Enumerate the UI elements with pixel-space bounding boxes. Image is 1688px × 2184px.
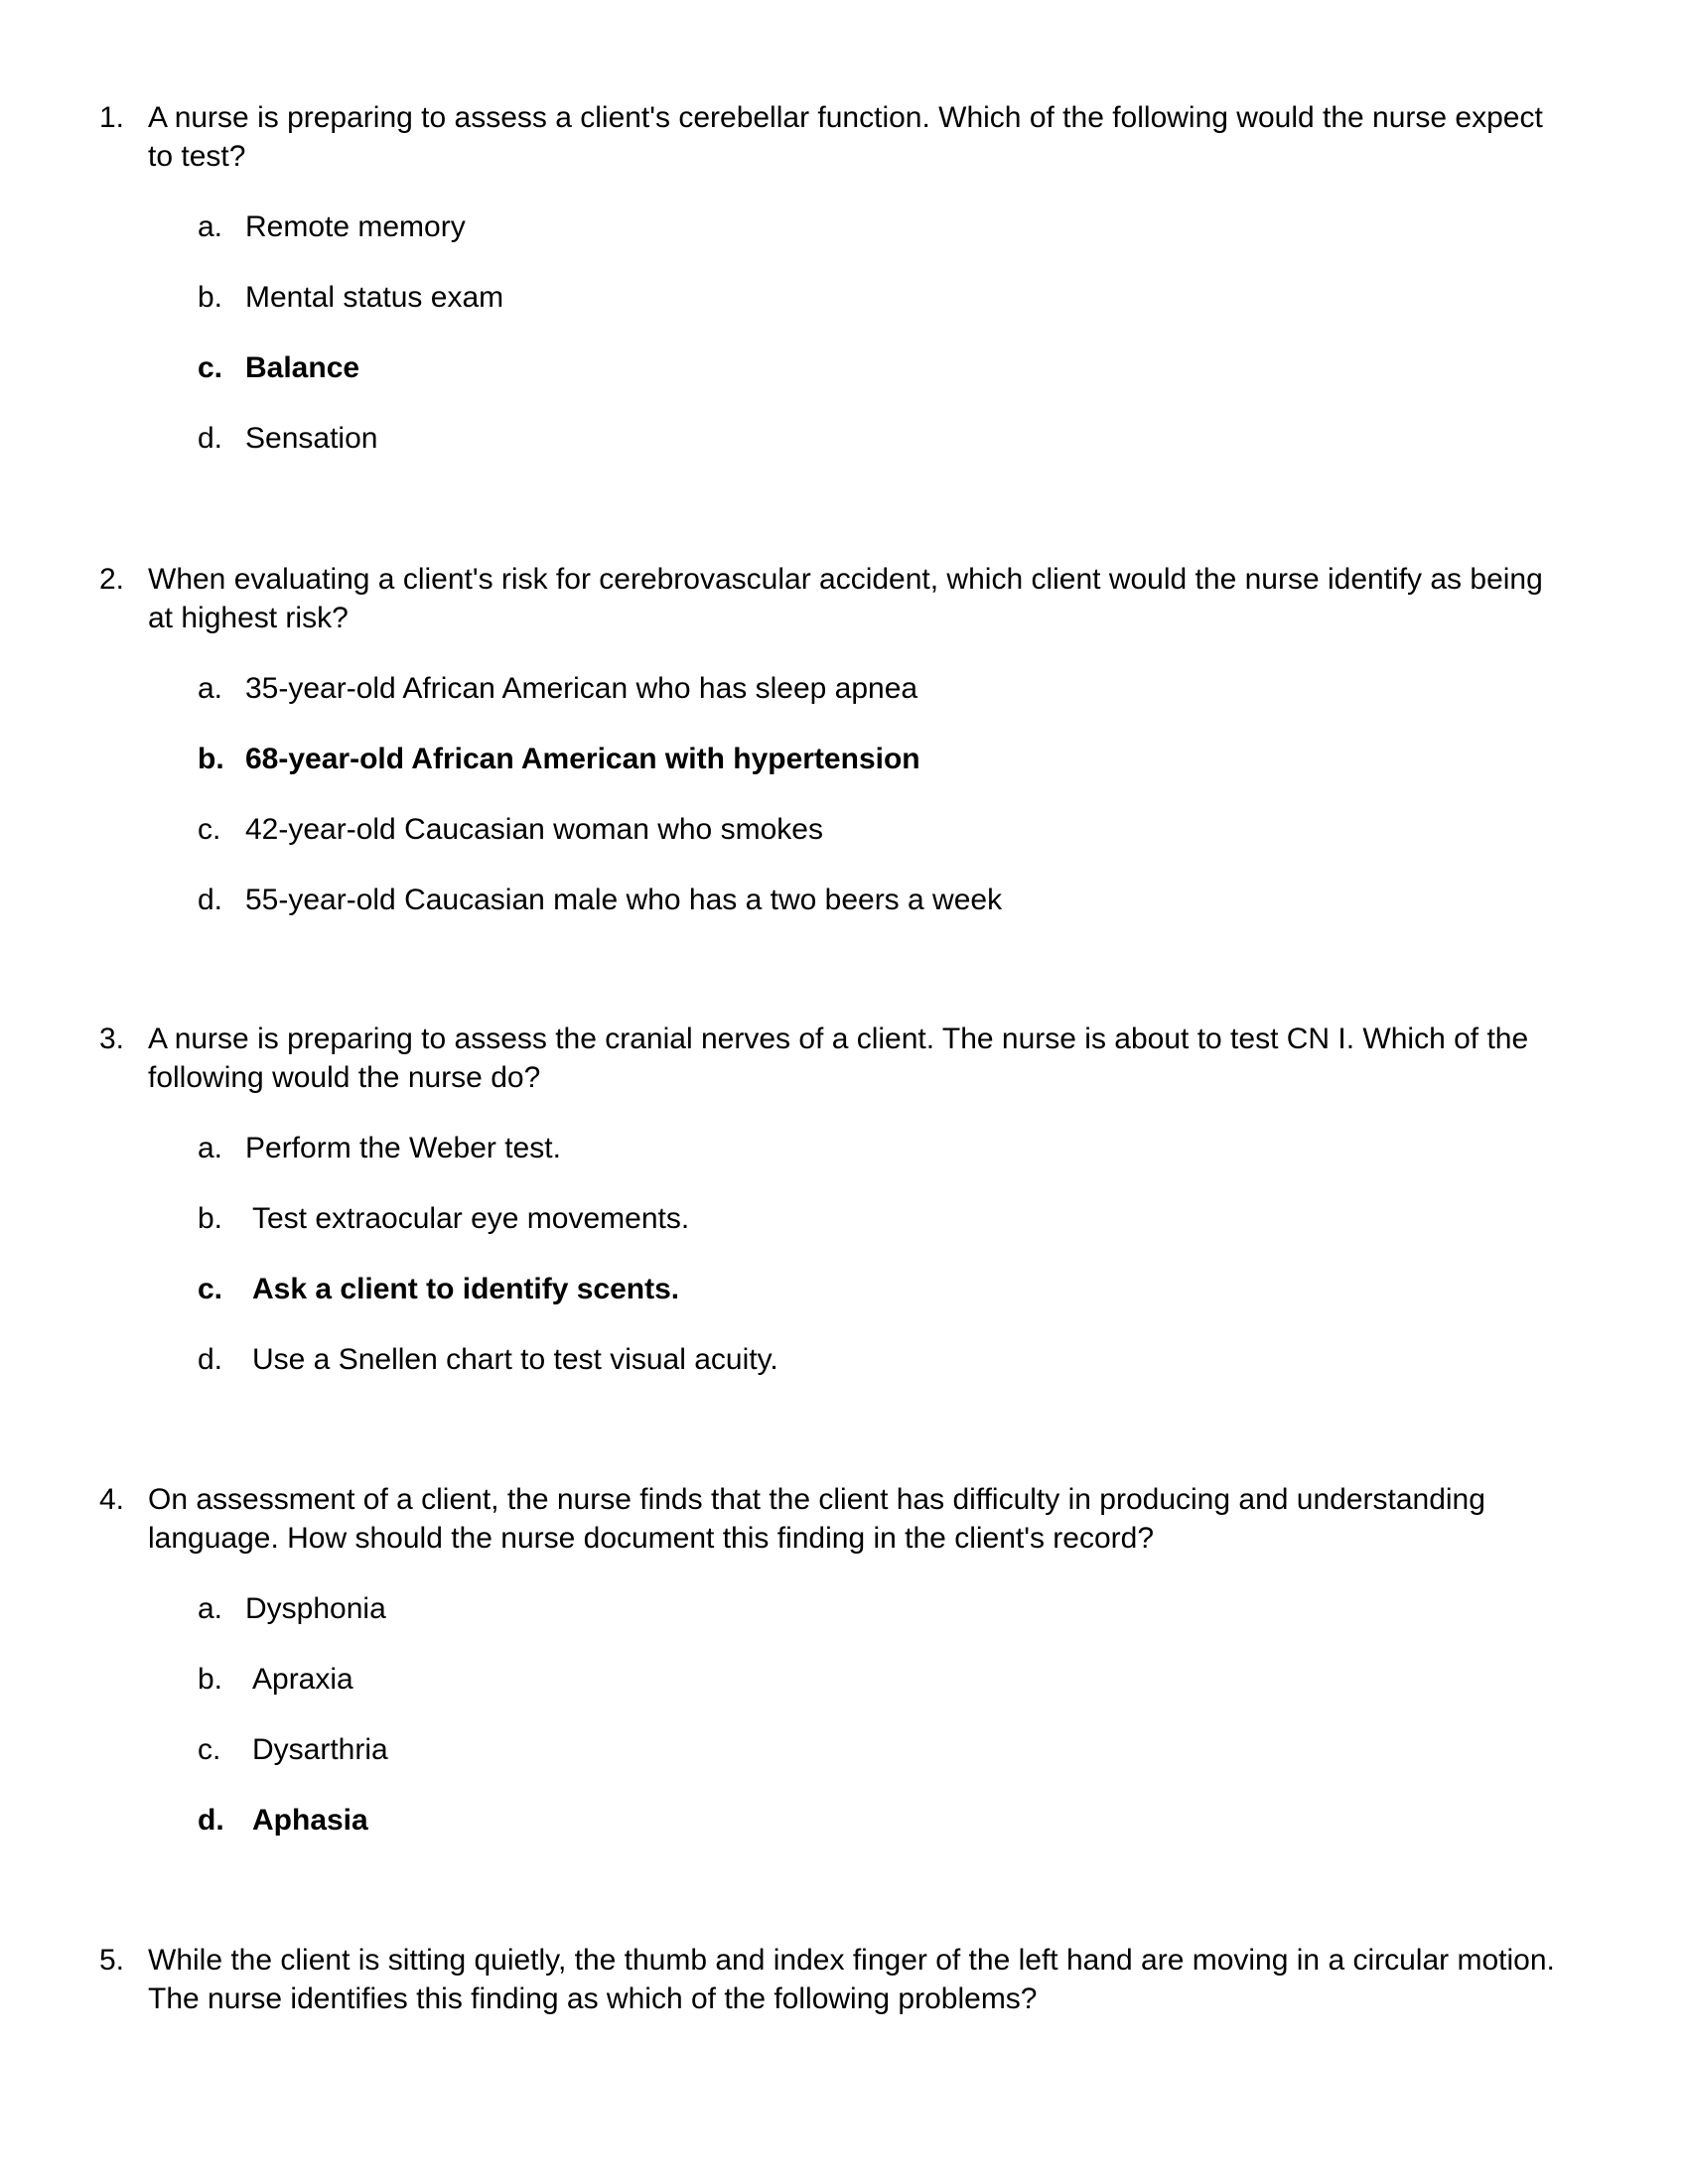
question-stem bbox=[99, 1480, 1589, 1558]
question-4 bbox=[99, 1480, 1589, 1871]
option-text: Perform the Weber test. bbox=[245, 1132, 561, 1164]
option-letter: d. bbox=[198, 422, 223, 455]
option-list bbox=[99, 207, 1589, 458]
option-text: 35-year-old African American who has sleep apnea bbox=[245, 672, 918, 705]
question-1 bbox=[99, 98, 1589, 489]
answer-option bbox=[198, 278, 1589, 317]
option-letter: c. bbox=[198, 1733, 221, 1766]
option-text: Aphasia bbox=[252, 1804, 368, 1837]
option-text: 68-year-old African American with hypertension bbox=[245, 743, 920, 775]
question-3 bbox=[99, 1020, 1589, 1411]
question-stem bbox=[99, 98, 1589, 176]
question-text: A nurse is preparing to assess a client's cerebellar function. Which of the following would the nurse expect to test? bbox=[148, 101, 1543, 173]
option-text: Dysphonia bbox=[245, 1592, 386, 1625]
answer-option bbox=[198, 1589, 1589, 1628]
answer-option bbox=[198, 419, 1589, 458]
option-text: Apraxia bbox=[252, 1663, 353, 1696]
question-stem bbox=[99, 1020, 1589, 1097]
option-letter: d. bbox=[198, 1804, 224, 1837]
option-letter: d. bbox=[198, 1343, 223, 1376]
correct-answer-option bbox=[198, 348, 1589, 387]
option-list bbox=[99, 1129, 1589, 1379]
option-text: Sensation bbox=[245, 422, 378, 455]
option-letter: b. bbox=[198, 1663, 223, 1696]
question-text: When evaluating a client's risk for cerebrovascular accident, which client would the nurse identify as being at highest risk? bbox=[148, 563, 1543, 634]
answer-option bbox=[198, 1340, 1589, 1379]
question-2 bbox=[99, 560, 1589, 951]
option-letter: c. bbox=[198, 813, 221, 846]
option-letter: a. bbox=[198, 1592, 223, 1625]
answer-option bbox=[198, 1199, 1589, 1238]
option-text: Dysarthria bbox=[252, 1733, 388, 1766]
answer-option bbox=[198, 1660, 1589, 1699]
option-text: Balance bbox=[245, 351, 360, 384]
answer-option bbox=[198, 1129, 1589, 1167]
option-letter: a. bbox=[198, 1132, 223, 1164]
option-text: Test extraocular eye movements. bbox=[252, 1202, 690, 1235]
question-number: 3. bbox=[99, 1023, 125, 1055]
question-stem bbox=[99, 1941, 1589, 2018]
question-number: 2. bbox=[99, 563, 125, 596]
correct-answer-option bbox=[198, 1270, 1589, 1308]
option-text: 55-year-old Caucasian male who has a two beers a week bbox=[245, 884, 1003, 916]
option-letter: c. bbox=[198, 351, 223, 384]
answer-option bbox=[198, 207, 1589, 246]
option-text: 42-year-old Caucasian woman who smokes bbox=[245, 813, 823, 846]
option-letter: c. bbox=[198, 1273, 223, 1305]
option-text: Remote memory bbox=[245, 210, 466, 243]
option-letter: a. bbox=[198, 672, 223, 705]
option-list bbox=[99, 1589, 1589, 1840]
option-letter: b. bbox=[198, 743, 224, 775]
option-text: Mental status exam bbox=[245, 281, 504, 314]
answer-option bbox=[198, 669, 1589, 708]
answer-option bbox=[198, 1730, 1589, 1769]
option-letter: d. bbox=[198, 884, 223, 916]
correct-answer-option bbox=[198, 740, 1589, 778]
option-letter: b. bbox=[198, 1202, 223, 1235]
question-text: A nurse is preparing to assess the cranial nerves of a client. The nurse is about to test CN I. Which of the following would the nurse do? bbox=[148, 1023, 1529, 1094]
option-list bbox=[99, 669, 1589, 919]
question-number: 5. bbox=[99, 1944, 125, 1977]
question-text: On assessment of a client, the nurse finds that the client has difficulty in producing and understanding language. How should the nurse document this finding in the client's record? bbox=[148, 1483, 1485, 1555]
question-number: 1. bbox=[99, 101, 125, 134]
correct-answer-option bbox=[198, 1801, 1589, 1840]
option-letter: a. bbox=[198, 210, 223, 243]
option-letter: b. bbox=[198, 281, 223, 314]
question-text: While the client is sitting quietly, the thumb and index finger of the left hand are moving in a circular motion. The nurse identifies this finding as which of the following problems? bbox=[148, 1944, 1555, 2015]
option-text: Ask a client to identify scents. bbox=[252, 1273, 680, 1305]
question-stem bbox=[99, 560, 1589, 637]
answer-option bbox=[198, 881, 1589, 919]
answer-option bbox=[198, 810, 1589, 849]
option-text: Use a Snellen chart to test visual acuity. bbox=[252, 1343, 778, 1376]
question-number: 4. bbox=[99, 1483, 125, 1516]
question-5 bbox=[99, 1941, 1589, 2018]
